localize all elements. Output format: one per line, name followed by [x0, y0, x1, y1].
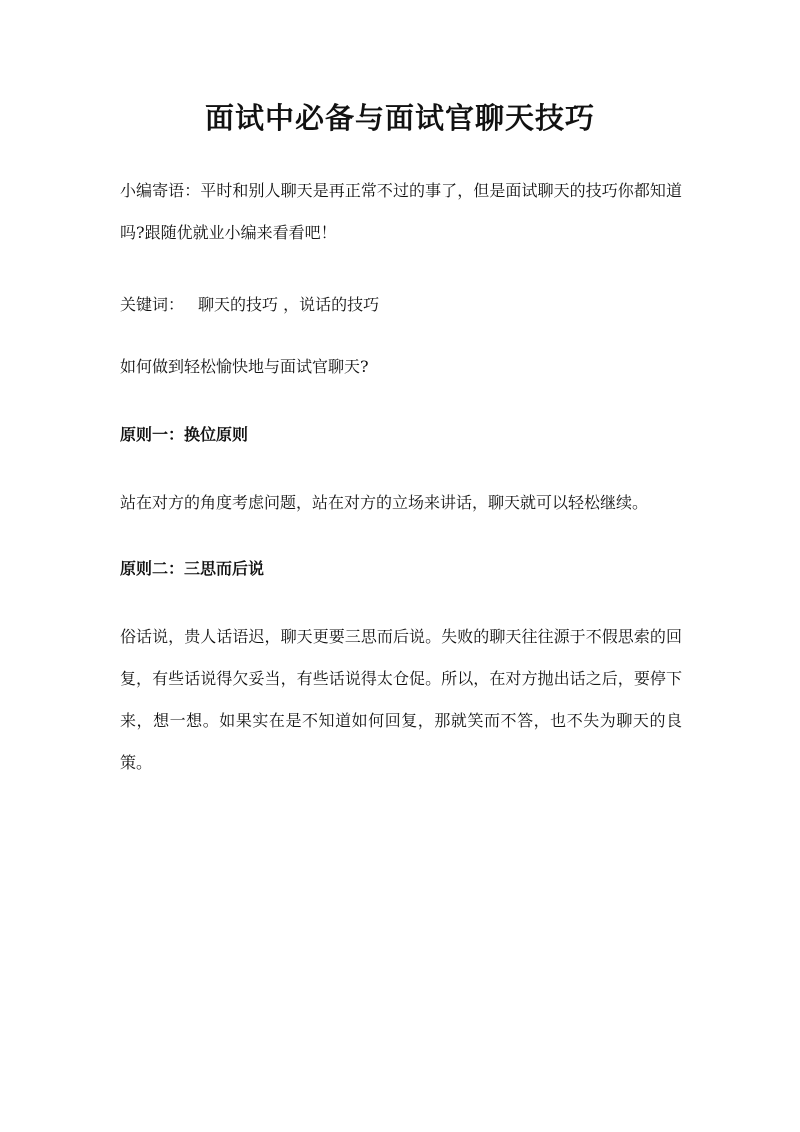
section-body-2: 俗话说，贵人话语迟，聊天更要三思而后说。失败的聊天往往源于不假思索的回复，有些话说得欠妥当，有些话说得太仓促。所以，在对方抛出话之后，要停下来，想一想。如果实在是不知道如何回复，那就笑而不答，也不失为聊天的良策。	[120, 627, 682, 772]
keywords-label: 关键词：	[120, 295, 185, 314]
section-heading-1: 原则一：换位原则	[120, 425, 249, 444]
keywords-value: 聊天的技巧 ，说话的技巧	[198, 295, 380, 314]
section-heading-2: 原则二：三思而后说	[120, 559, 265, 578]
keywords-line	[120, 284, 682, 326]
question-paragraph: 如何做到轻松愉快地与面试官聊天?	[120, 357, 369, 376]
section-body-1: 站在对方的角度考虑问题，站在对方的立场来讲话，聊天就可以轻松继续。	[120, 493, 649, 512]
document-title: 面试中必备与面试官聊天技巧	[204, 101, 595, 135]
intro-paragraph: 小编寄语：平时和别人聊天是再正常不过的事了，但是面试聊天的技巧你都知道吗?跟随优就业小编来看看吧！	[120, 181, 682, 242]
